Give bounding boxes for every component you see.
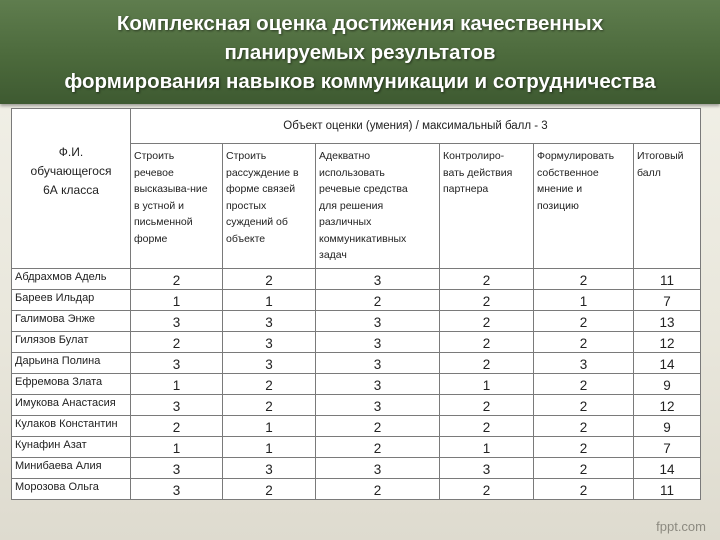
criterion-header-line: речевое [134, 166, 174, 179]
assessment-table-container [11, 108, 700, 500]
criterion-header-line: балл [637, 166, 661, 179]
student-name-header [12, 109, 131, 269]
score-cell: 2 [534, 395, 634, 416]
score-cell: 2 [534, 374, 634, 395]
score-cell: 2 [440, 269, 534, 290]
score-cell: 2 [534, 479, 634, 500]
score-cell: 2 [440, 416, 534, 437]
score-cell: 2 [223, 395, 316, 416]
total-score-cell: 11 [634, 269, 701, 290]
score-cell: 1 [131, 374, 223, 395]
table-row [12, 311, 701, 332]
total-score-cell: 7 [634, 437, 701, 458]
student-name-cell: Гилязов Булат [12, 332, 131, 353]
criterion-header-line: в устной и [134, 199, 184, 212]
table-row [12, 458, 701, 479]
total-score-cell: 11 [634, 479, 701, 500]
total-score-cell: 9 [634, 416, 701, 437]
criterion-header-line: вать действия [443, 166, 513, 179]
student-name-cell: Имукова Анастасия [12, 395, 131, 416]
student-name-cell: Морозова Ольга [12, 479, 131, 500]
title-line-3: формирования навыков коммуникации и сотрудничества [64, 70, 656, 93]
criterion-header-line: Итоговый [637, 150, 684, 162]
score-cell: 2 [440, 353, 534, 374]
score-cell: 2 [223, 479, 316, 500]
criterion-header-4 [440, 144, 534, 269]
criterion-header-line: для решения [319, 199, 384, 212]
table-header-row-top [12, 109, 701, 144]
score-cell: 2 [316, 290, 440, 311]
score-cell: 3 [223, 332, 316, 353]
score-cell: 2 [316, 416, 440, 437]
criterion-header-line: позицию [537, 199, 579, 212]
score-cell: 2 [223, 269, 316, 290]
criterion-header-line: задач [319, 249, 347, 261]
score-cell: 1 [440, 437, 534, 458]
table-row [12, 437, 701, 458]
score-cell: 2 [131, 269, 223, 290]
criterion-header-line: партнера [443, 183, 489, 195]
score-cell: 2 [440, 395, 534, 416]
score-cell: 2 [440, 479, 534, 500]
score-cell: 3 [316, 269, 440, 290]
criterion-header-line: письменной [134, 216, 193, 228]
student-name-cell: Ефремова Злата [12, 374, 131, 395]
criterion-header-line: высказыва-ние [134, 183, 208, 195]
score-cell: 3 [131, 353, 223, 374]
student-name-cell: Кунафин Азат [12, 437, 131, 458]
fio-header-line-1: Ф.И. [58, 145, 84, 159]
score-cell: 3 [316, 458, 440, 479]
student-name-cell: Кулаков Константин [12, 416, 131, 437]
criterion-header-line: форме связей [226, 183, 296, 195]
student-name-cell: Минибаева Алия [12, 458, 131, 479]
title-line-2: планируемых результатов [224, 41, 496, 64]
criterion-header-line: рассуждение в [226, 166, 299, 179]
score-cell: 3 [316, 395, 440, 416]
student-name-cell: Дарьина Полина [12, 353, 131, 374]
table-row [12, 395, 701, 416]
total-score-cell: 7 [634, 290, 701, 311]
table-row [12, 353, 701, 374]
score-cell: 2 [316, 479, 440, 500]
table-row [12, 416, 701, 437]
criterion-header-line: форме [134, 232, 168, 245]
criterion-header-line: использовать [319, 166, 385, 179]
criterion-header-line: простых [226, 199, 267, 212]
criterion-header-2 [223, 144, 316, 269]
score-cell: 1 [534, 290, 634, 311]
total-score-cell: 13 [634, 311, 701, 332]
score-cell: 1 [440, 374, 534, 395]
criterion-header-line: Контролиро- [443, 150, 505, 162]
total-score-cell: 9 [634, 374, 701, 395]
score-cell: 3 [440, 458, 534, 479]
score-cell: 2 [440, 290, 534, 311]
score-cell: 3 [131, 458, 223, 479]
score-cell: 3 [534, 353, 634, 374]
criterion-header-line: различных [319, 216, 372, 228]
table-row [12, 269, 701, 290]
criterion-header-line: мнение и [537, 183, 583, 195]
score-cell: 2 [534, 269, 634, 290]
criterion-header-3 [316, 144, 440, 269]
criterion-header-line: коммуникативных [319, 232, 407, 245]
criterion-header-line: Строить [134, 150, 175, 162]
score-cell: 2 [131, 332, 223, 353]
criterion-header-line: собственное [537, 166, 599, 179]
criterion-header-line: Формулировать [537, 150, 615, 162]
title-line-1: Комплексная оценка достижения качественных [116, 12, 604, 35]
score-cell: 2 [534, 332, 634, 353]
score-cell: 1 [131, 437, 223, 458]
score-cell: 3 [223, 353, 316, 374]
score-cell: 3 [223, 311, 316, 332]
criterion-header-line: речевые средства [319, 183, 408, 195]
score-cell: 3 [131, 395, 223, 416]
criterion-header-line: суждений об [226, 216, 288, 228]
score-cell: 1 [223, 290, 316, 311]
score-cell: 2 [440, 311, 534, 332]
total-score-cell: 14 [634, 458, 701, 479]
fio-header-line-2: обучающегося [30, 164, 112, 178]
score-cell: 2 [534, 311, 634, 332]
score-cell: 3 [316, 353, 440, 374]
score-cell: 3 [131, 311, 223, 332]
score-cell: 1 [223, 416, 316, 437]
score-cell: 2 [534, 416, 634, 437]
score-cell: 1 [131, 290, 223, 311]
score-cell: 2 [223, 374, 316, 395]
criterion-header-line: объекте [226, 232, 266, 245]
score-cell: 3 [316, 332, 440, 353]
score-cell: 2 [534, 458, 634, 479]
total-score-cell: 12 [634, 395, 701, 416]
assessment-object-header: Объект оценки (умения) / максимальный балл - 3 [131, 109, 701, 144]
score-cell: 3 [131, 479, 223, 500]
student-name-cell: Абдрахмов Адель [12, 269, 131, 290]
assessment-table [11, 108, 701, 500]
table-row [12, 374, 701, 395]
score-cell: 2 [316, 437, 440, 458]
total-score-cell: 14 [634, 353, 701, 374]
score-cell: 3 [316, 374, 440, 395]
criterion-header-line: Строить [226, 150, 267, 162]
score-cell: 2 [131, 416, 223, 437]
slide-title [0, 9, 720, 96]
title-banner [0, 0, 720, 104]
student-name-cell: Галимова Энже [12, 311, 131, 332]
table-row [12, 332, 701, 353]
fio-header-line-3: 6А класса [43, 183, 99, 197]
score-cell: 2 [440, 332, 534, 353]
score-cell: 3 [316, 311, 440, 332]
criterion-header-6 [634, 144, 701, 269]
student-name-cell: Бареев Ильдар [12, 290, 131, 311]
score-cell: 3 [223, 458, 316, 479]
fppt-logo-text: fppt.com [656, 519, 706, 534]
score-cell: 2 [534, 437, 634, 458]
table-row [12, 479, 701, 500]
score-cell: 1 [223, 437, 316, 458]
criterion-header-line: Адекватно [319, 150, 371, 162]
table-row [12, 290, 701, 311]
criterion-header-1 [131, 144, 223, 269]
criterion-header-5 [534, 144, 634, 269]
total-score-cell: 12 [634, 332, 701, 353]
